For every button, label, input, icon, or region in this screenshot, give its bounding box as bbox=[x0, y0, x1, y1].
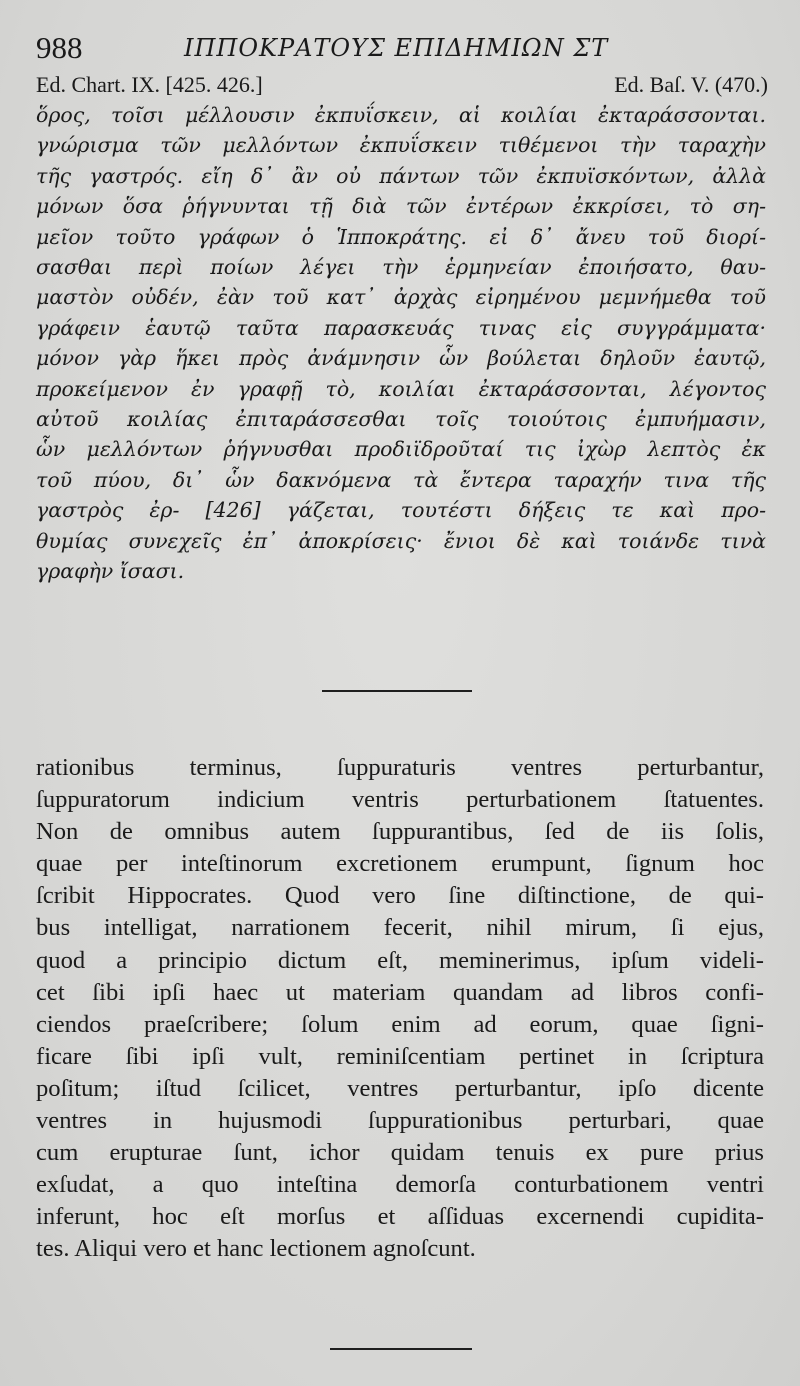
greek-line: προκείμενον ἐν γραφῇ τὸ, κοιλίαι ἐκταράσσονται, λέγοντος bbox=[36, 376, 766, 401]
latin-line: ciendos praeſcribere; ſolum enim ad eorum, quae ſigni- bbox=[36, 1010, 764, 1038]
edition-reference-line bbox=[36, 72, 768, 102]
latin-line: inferunt, hoc eſt morſus et aſſiduas excernendi cupidita- bbox=[36, 1203, 764, 1231]
latin-line: rationibus terminus, ſuppuraturis ventres perturbantur, bbox=[36, 754, 764, 781]
edition-reference-basel: Ed. Baſ. V. (470.) bbox=[614, 72, 768, 97]
latin-line: poſitum; iſtud ſcilicet, ventres perturbantur, ipſo dicente bbox=[36, 1074, 764, 1102]
latin-line: Non de omnibus autem ſuppurantibus, ſed de iis ſolis, bbox=[36, 818, 764, 846]
latin-line: exſudat, a quo inteſtina demorſa conturbationem ventri bbox=[36, 1171, 764, 1199]
greek-line: γραφὴν ἴσασι. bbox=[36, 559, 185, 584]
greek-line: ὅρος, τοῖσι μέλλουσιν ἐκπυΐσκειν, αἱ κοιλίαι ἐκταράσσονται. bbox=[36, 103, 766, 127]
greek-line: γαστρὸς ἐρ- [426] γάζεται, τουτέστι δήξεις τε καὶ προ- bbox=[36, 498, 766, 523]
latin-line: ſcribit Hippocrates. Quod vero ſine diſtinctione, de qui- bbox=[36, 882, 764, 910]
latin-line: tes. Aliqui vero et hanc lectionem agnoſcunt. bbox=[36, 1235, 476, 1263]
latin-text-block bbox=[36, 752, 764, 1266]
greek-line: μόνων ὅσα ῥήγνυνται τῇ διὰ τῶν ἐντέρων ἐκκρίσει, τὸ ση- bbox=[36, 194, 766, 219]
page-header bbox=[36, 30, 776, 70]
greek-line: γνώρισμα τῶν μελλόντων ἐκπυΐσκειν τιθέμενοι τὴν ταραχὴν bbox=[36, 133, 766, 158]
greek-line: τοῦ πύου, δι᾽ ὧν δακνόμενα τὰ ἔντερα ταραχήν τινα τῆς bbox=[36, 467, 766, 492]
greek-line: μόνον γὰρ ἥκει πρὸς ἀνάμνησιν ὧν βούλεται δηλοῦν ἑαυτῷ, bbox=[36, 346, 766, 371]
latin-line: ſuppuratorum indicium ventris perturbationem ſtatuentes. bbox=[36, 786, 764, 814]
latin-line: cet ſibi ipſi haec ut materiam quandam ad libros confi- bbox=[36, 978, 764, 1006]
greek-line: γράφειν ἑαυτῷ ταῦτα παρασκευάς τινας εἰς συγγράμματα· bbox=[36, 315, 766, 340]
latin-line: ficare ſibi ipſi vult, reminiſcentiam pertinet in ſcriptura bbox=[36, 1042, 764, 1070]
greek-line: σασθαι περὶ ποίων λέγει τὴν ἑρμηνείαν ἐποιήσατο, θαυ- bbox=[36, 255, 766, 280]
section-divider bbox=[322, 690, 472, 692]
greek-line: ὧν μελλόντων ῥήγνυσθαι προδιϊδροῦταί τις ἰχὼρ λεπτὸς ἐκ bbox=[36, 437, 766, 462]
running-title: ΙΠΠΟΚΡΑΤΟΥΣ ΕΠΙΔΗΜΙΩΝ ΣΤ bbox=[184, 34, 609, 62]
greek-line: τῆς γαστρός. εἴη δ᾽ ἂν οὐ πάντων τῶν ἐκπυϊσκόντων, ἀλλὰ bbox=[36, 163, 766, 188]
greek-line: αὐτοῦ κοιλίας ἐπιταράσσεσθαι τοῖς τοιούτοις ἐμπυήμασιν, bbox=[36, 407, 766, 432]
latin-line: quae per inteſtinorum excretionem erumpunt, ſignum hoc bbox=[36, 850, 764, 878]
edition-reference-chartier: Ed. Chart. IX. [425. 426.] bbox=[36, 72, 263, 97]
latin-line: bus intelligat, narrationem fecerit, nihil mirum, ſi ejus, bbox=[36, 914, 764, 942]
greek-line: μεῖον τοῦτο γράφων ὁ Ἱπποκράτης. εἰ δ᾽ ἄνευ τοῦ διορί- bbox=[36, 224, 766, 249]
greek-text-block bbox=[36, 100, 766, 587]
latin-line: ventres in hujusmodi ſuppurationibus perturbari, quae bbox=[36, 1107, 764, 1135]
greek-line: θυμίας συνεχεῖς ἐπ᾽ ἀποκρίσεις· ἔνιοι δὲ καὶ τοιάνδε τινὰ bbox=[36, 528, 766, 553]
latin-line: quod a principio dictum eſt, meminerimus, ipſum videli- bbox=[36, 946, 764, 974]
greek-line: μαστὸν οὐδέν, ἐὰν τοῦ κατ᾽ ἀρχὰς εἰρημένου μεμνήμεθα τοῦ bbox=[36, 285, 766, 310]
latin-line: cum erupturae ſunt, ichor quidam tenuis ex pure prius bbox=[36, 1139, 764, 1167]
end-divider bbox=[330, 1348, 472, 1350]
page-number: 988 bbox=[36, 30, 83, 65]
